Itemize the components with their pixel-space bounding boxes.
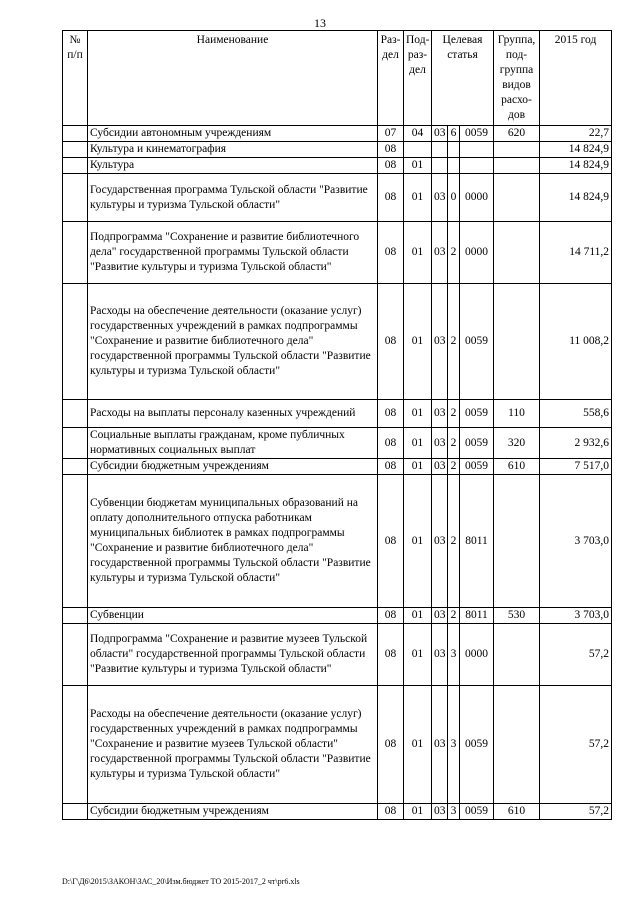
cell-amount: 57,2 — [540, 624, 612, 686]
cell-group — [494, 475, 540, 608]
cell-target-program: 03 — [432, 222, 448, 284]
cell-group: 110 — [494, 400, 540, 428]
cell-no — [63, 222, 88, 284]
cell-amount: 14 824,9 — [540, 158, 612, 174]
header-name: Наименование — [88, 31, 378, 126]
cell-target-code: 0059 — [460, 284, 494, 400]
header-group: Группа, под-группа видов расхо-дов — [494, 31, 540, 126]
cell-target-program: 03 — [432, 608, 448, 624]
cell-target-program: 03 — [432, 400, 448, 428]
cell-target-subprogram: 2 — [448, 608, 460, 624]
cell-razdel: 08 — [378, 686, 404, 804]
cell-podrazdel: 01 — [404, 804, 432, 820]
cell-target-subprogram: 3 — [448, 804, 460, 820]
cell-razdel: 08 — [378, 222, 404, 284]
cell-podrazdel: 01 — [404, 158, 432, 174]
cell-amount: 3 703,0 — [540, 475, 612, 608]
cell-group: 530 — [494, 608, 540, 624]
cell-target-code: 0059 — [460, 400, 494, 428]
cell-podrazdel: 01 — [404, 608, 432, 624]
cell-target-program — [432, 142, 448, 158]
cell-no — [63, 400, 88, 428]
table-row — [63, 804, 612, 820]
cell-no — [63, 142, 88, 158]
cell-target-code: 0000 — [460, 222, 494, 284]
cell-target-subprogram: 6 — [448, 126, 460, 142]
cell-no — [63, 459, 88, 475]
cell-target-subprogram: 3 — [448, 686, 460, 804]
cell-amount: 57,2 — [540, 686, 612, 804]
table-row — [63, 126, 612, 142]
table-row — [63, 459, 612, 475]
cell-group: 610 — [494, 804, 540, 820]
cell-podrazdel: 01 — [404, 174, 432, 222]
cell-target-subprogram: 2 — [448, 222, 460, 284]
cell-podrazdel: 01 — [404, 686, 432, 804]
cell-group — [494, 624, 540, 686]
cell-no — [63, 608, 88, 624]
budget-table — [62, 30, 612, 820]
cell-target-code: 8011 — [460, 475, 494, 608]
cell-group: 610 — [494, 459, 540, 475]
header-row — [63, 31, 612, 126]
cell-target-code: 0059 — [460, 804, 494, 820]
cell-razdel: 07 — [378, 126, 404, 142]
cell-no — [63, 686, 88, 804]
cell-podrazdel: 04 — [404, 126, 432, 142]
cell-amount: 57,2 — [540, 804, 612, 820]
cell-name: Культура и кинематография — [88, 142, 378, 158]
cell-razdel: 08 — [378, 158, 404, 174]
cell-name: Субсидии бюджетным учреждениям — [88, 804, 378, 820]
cell-amount: 14 824,9 — [540, 142, 612, 158]
cell-target-code: 0000 — [460, 174, 494, 222]
cell-group — [494, 174, 540, 222]
header-podrazdel: Под-раз-дел — [404, 31, 432, 126]
cell-target-program: 03 — [432, 174, 448, 222]
cell-target-code: 0059 — [460, 428, 494, 459]
cell-group — [494, 142, 540, 158]
cell-group: 620 — [494, 126, 540, 142]
cell-razdel: 08 — [378, 608, 404, 624]
cell-group — [494, 158, 540, 174]
cell-podrazdel: 01 — [404, 400, 432, 428]
cell-razdel: 08 — [378, 284, 404, 400]
table-row — [63, 222, 612, 284]
cell-no — [63, 475, 88, 608]
cell-amount: 14 824,9 — [540, 174, 612, 222]
cell-target-program: 03 — [432, 624, 448, 686]
cell-razdel: 08 — [378, 400, 404, 428]
cell-amount: 558,6 — [540, 400, 612, 428]
cell-podrazdel: 01 — [404, 475, 432, 608]
header-year: 2015 год — [540, 31, 612, 126]
cell-podrazdel: 01 — [404, 459, 432, 475]
cell-name: Социальные выплаты гражданам, кроме публичных нормативных социальных выплат — [88, 428, 378, 459]
cell-podrazdel: 01 — [404, 624, 432, 686]
cell-name: Субвенции бюджетам муниципальных образований на оплату дополнительного отпуска работникам муниципальных библиотек в рамках подпрограммы "Сохранение и развитие библиотечного дела" государственной программы Тульской области "Развитие культуры и туризма Тульской области" — [88, 475, 378, 608]
cell-target-code: 0000 — [460, 624, 494, 686]
cell-name: Подпрограмма "Сохранение и развитие библиотечного дела" государственной программы Тульской области "Развитие культуры и туризма Тульской области" — [88, 222, 378, 284]
cell-razdel: 08 — [378, 428, 404, 459]
table-row — [63, 624, 612, 686]
table-row — [63, 284, 612, 400]
header-target: Целевая статья — [432, 31, 494, 126]
cell-razdel: 08 — [378, 804, 404, 820]
cell-target-code — [460, 142, 494, 158]
cell-razdel: 08 — [378, 624, 404, 686]
cell-name: Расходы на выплаты персоналу казенных учреждений — [88, 400, 378, 428]
cell-no — [63, 624, 88, 686]
cell-amount: 14 711,2 — [540, 222, 612, 284]
cell-name: Субсидии автономным учреждениям — [88, 126, 378, 142]
cell-target-subprogram: 3 — [448, 624, 460, 686]
cell-target-code — [460, 158, 494, 174]
cell-name: Расходы на обеспечение деятельности (оказание услуг) государственных учреждений в рамках подпрограммы "Сохранение и развитие музеев Тульской области" государственной программы Тульской области "Развитие культуры и туризма Тульской области" — [88, 686, 378, 804]
cell-name: Культура — [88, 158, 378, 174]
cell-target-program: 03 — [432, 428, 448, 459]
cell-target-subprogram: 2 — [448, 400, 460, 428]
cell-target-program: 03 — [432, 284, 448, 400]
cell-no — [63, 158, 88, 174]
cell-target-program: 03 — [432, 686, 448, 804]
cell-target-program — [432, 158, 448, 174]
cell-target-subprogram: 2 — [448, 284, 460, 400]
cell-amount: 11 008,2 — [540, 284, 612, 400]
cell-target-code: 0059 — [460, 686, 494, 804]
cell-target-code: 0059 — [460, 459, 494, 475]
table-row — [63, 428, 612, 459]
table-row — [63, 174, 612, 222]
cell-amount: 7 517,0 — [540, 459, 612, 475]
table-row — [63, 608, 612, 624]
cell-razdel: 08 — [378, 475, 404, 608]
cell-name: Государственная программа Тульской области "Развитие культуры и туризма Тульской области" — [88, 174, 378, 222]
cell-podrazdel: 01 — [404, 428, 432, 459]
cell-name: Субвенции — [88, 608, 378, 624]
cell-target-code: 0059 — [460, 126, 494, 142]
cell-podrazdel: 01 — [404, 284, 432, 400]
cell-name: Расходы на обеспечение деятельности (оказание услуг) государственных учреждений в рамках подпрограммы "Сохранение и развитие библиотечного дела" государственной программы Тульской области "Развитие культуры и туризма Тульской области" — [88, 284, 378, 400]
cell-target-subprogram: 2 — [448, 428, 460, 459]
cell-razdel: 08 — [378, 459, 404, 475]
cell-name: Подпрограмма "Сохранение и развитие музеев Тульской области" государственной программы Тульской области "Развитие культуры и туризма Тульской области" — [88, 624, 378, 686]
cell-target-subprogram — [448, 142, 460, 158]
cell-target-program: 03 — [432, 475, 448, 608]
cell-amount: 3 703,0 — [540, 608, 612, 624]
table-row — [63, 475, 612, 608]
cell-target-subprogram: 0 — [448, 174, 460, 222]
cell-target-program: 03 — [432, 459, 448, 475]
table-row — [63, 686, 612, 804]
cell-no — [63, 284, 88, 400]
table-row — [63, 158, 612, 174]
cell-amount: 22,7 — [540, 126, 612, 142]
cell-target-program: 03 — [432, 126, 448, 142]
file-path-footer: D:\Г\Д6\2015\ЗАКОН\ЗАС_20\Изм.бюджет ТО 2015-2017_2 чт\pr6.xls — [62, 877, 300, 886]
cell-no — [63, 126, 88, 142]
cell-target-subprogram: 2 — [448, 475, 460, 608]
cell-podrazdel — [404, 142, 432, 158]
cell-no — [63, 174, 88, 222]
cell-name: Субсидии бюджетным учреждениям — [88, 459, 378, 475]
cell-group: 320 — [494, 428, 540, 459]
cell-group — [494, 284, 540, 400]
page-number: 13 — [314, 16, 326, 30]
cell-target-subprogram: 2 — [448, 459, 460, 475]
cell-group — [494, 686, 540, 804]
table-row — [63, 142, 612, 158]
cell-target-subprogram — [448, 158, 460, 174]
cell-target-code: 8011 — [460, 608, 494, 624]
cell-razdel: 08 — [378, 174, 404, 222]
cell-razdel: 08 — [378, 142, 404, 158]
cell-group — [494, 222, 540, 284]
header-no: № п/п — [63, 31, 88, 126]
cell-amount: 2 932,6 — [540, 428, 612, 459]
cell-podrazdel: 01 — [404, 222, 432, 284]
table-row — [63, 400, 612, 428]
cell-no — [63, 804, 88, 820]
cell-no — [63, 428, 88, 459]
header-razdel: Раз-дел — [378, 31, 404, 126]
cell-target-program: 03 — [432, 804, 448, 820]
